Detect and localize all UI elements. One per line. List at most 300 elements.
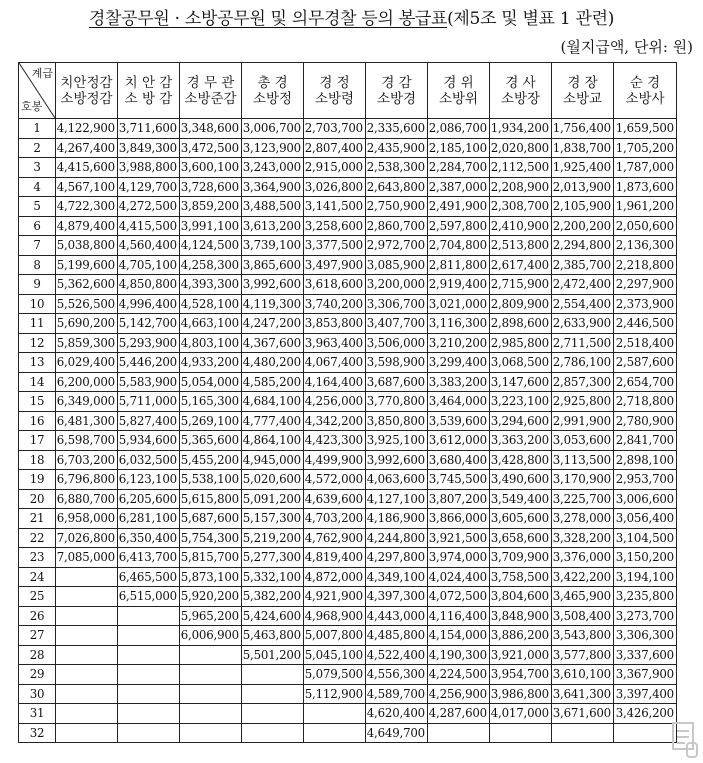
table-row (19, 314, 677, 334)
column-header (366, 63, 428, 119)
salary-cell: 4,122,900 (56, 119, 118, 139)
salary-cell: 5,038,800 (56, 236, 118, 256)
salary-cell: 2,385,700 (552, 255, 614, 275)
salary-cell: 2,919,400 (428, 275, 490, 295)
salary-cell: 3,598,900 (366, 353, 428, 373)
salary-cell: 2,518,400 (614, 333, 677, 353)
salary-cell: 3,376,000 (552, 548, 614, 568)
salary-cell: 2,711,500 (552, 333, 614, 353)
salary-cell: 5,365,600 (180, 431, 242, 451)
salary-cell: 4,397,300 (366, 587, 428, 607)
salary-cell: 2,703,700 (304, 119, 366, 139)
column-header (552, 63, 614, 119)
salary-cell: 2,953,700 (614, 470, 677, 490)
table-row (19, 665, 677, 685)
table-row (19, 684, 677, 704)
salary-cell: 2,807,400 (304, 138, 366, 158)
salary-cell: 2,643,800 (366, 177, 428, 197)
salary-cell (56, 626, 118, 646)
salary-cell: 5,165,300 (180, 392, 242, 412)
salary-cell: 6,413,700 (118, 548, 180, 568)
salary-cell: 4,762,900 (304, 528, 366, 548)
salary-cell: 3,740,200 (304, 294, 366, 314)
salary-cell: 5,687,600 (180, 509, 242, 529)
salary-cell: 3,367,900 (614, 665, 677, 685)
salary-cell: 3,328,200 (552, 528, 614, 548)
salary-cell: 5,446,200 (118, 353, 180, 373)
step-number-cell: 22 (19, 528, 56, 548)
salary-cell: 4,684,100 (242, 392, 304, 412)
salary-cell: 5,091,200 (242, 489, 304, 509)
salary-cell: 5,112,900 (304, 684, 366, 704)
salary-cell: 6,598,700 (56, 431, 118, 451)
salary-cell (118, 606, 180, 626)
salary-cell: 4,258,300 (180, 255, 242, 275)
salary-cell: 3,807,200 (428, 489, 490, 509)
salary-cell: 2,554,400 (552, 294, 614, 314)
salary-cell: 6,796,800 (56, 470, 118, 490)
column-header-police-rank: 총 경 (257, 74, 288, 91)
salary-cell: 3,543,800 (552, 626, 614, 646)
salary-cell: 4,722,300 (56, 197, 118, 217)
salary-cell: 3,641,300 (552, 684, 614, 704)
salary-cell: 2,597,800 (428, 216, 490, 236)
salary-cell: 3,539,600 (428, 411, 490, 431)
salary-cell: 6,349,000 (56, 392, 118, 412)
table-row (19, 723, 677, 743)
salary-cell: 3,278,000 (552, 509, 614, 529)
salary-cell: 5,463,800 (242, 626, 304, 646)
salary-cell: 3,853,800 (304, 314, 366, 334)
salary-cell: 2,335,600 (366, 119, 428, 139)
salary-cell: 4,933,200 (180, 353, 242, 373)
salary-cell: 4,639,600 (304, 489, 366, 509)
salary-cell: 4,864,100 (242, 431, 304, 451)
salary-cell: 4,415,500 (118, 216, 180, 236)
salary-cell: 3,804,600 (490, 587, 552, 607)
salary-cell: 6,281,100 (118, 509, 180, 529)
step-number-cell: 7 (19, 236, 56, 256)
salary-cell: 1,838,700 (552, 138, 614, 158)
step-number-cell: 10 (19, 294, 56, 314)
step-number-cell: 18 (19, 450, 56, 470)
salary-cell (242, 665, 304, 685)
salary-cell: 4,124,500 (180, 236, 242, 256)
salary-cell: 3,709,900 (490, 548, 552, 568)
salary-cell: 3,612,000 (428, 431, 490, 451)
salary-cell: 5,711,000 (118, 392, 180, 412)
salary-cell: 3,116,300 (428, 314, 490, 334)
salary-cell: 5,920,200 (180, 587, 242, 607)
salary-cell: 5,277,300 (242, 548, 304, 568)
table-row (19, 333, 677, 353)
salary-cell: 3,258,600 (304, 216, 366, 236)
salary-cell: 3,886,200 (490, 626, 552, 646)
corner-cell (19, 63, 56, 119)
salary-cell: 3,849,300 (118, 138, 180, 158)
salary-cell: 4,415,600 (56, 158, 118, 178)
column-header-fire-rank: 소방교 (562, 90, 603, 107)
column-header-fire-rank: 소방준감 (184, 90, 237, 107)
salary-cell: 6,350,400 (118, 528, 180, 548)
salary-cell: 6,880,700 (56, 489, 118, 509)
salary-cell: 4,480,200 (242, 353, 304, 373)
salary-cell: 2,218,800 (614, 255, 677, 275)
salary-cell: 3,170,900 (552, 470, 614, 490)
salary-cell: 2,112,500 (490, 158, 552, 178)
salary-cell: 5,424,600 (242, 606, 304, 626)
table-row (19, 450, 677, 470)
step-number-cell: 14 (19, 372, 56, 392)
salary-cell: 4,272,500 (118, 197, 180, 217)
salary-cell (304, 723, 366, 743)
salary-cell: 2,538,300 (366, 158, 428, 178)
salary-cell: 6,123,100 (118, 470, 180, 490)
salary-cell (180, 723, 242, 743)
salary-cell: 3,992,600 (242, 275, 304, 295)
salary-cell: 6,006,900 (180, 626, 242, 646)
table-row (19, 138, 677, 158)
step-number-cell: 31 (19, 704, 56, 724)
salary-cell: 5,615,800 (180, 489, 242, 509)
title-main: 경찰공무원 · 소방공무원 및 의무경찰 등의 봉급표 (88, 9, 448, 29)
column-header-police-rank: 치 안 감 (124, 74, 173, 91)
salary-cell: 4,649,700 (366, 723, 428, 743)
step-number-cell: 16 (19, 411, 56, 431)
table-row (19, 567, 677, 587)
salary-cell: 2,587,600 (614, 353, 677, 373)
salary-cell: 3,407,700 (366, 314, 428, 334)
salary-cell: 3,113,500 (552, 450, 614, 470)
table-row (19, 255, 677, 275)
salary-cell: 2,991,900 (552, 411, 614, 431)
salary-cell: 4,224,500 (428, 665, 490, 685)
salary-cell: 6,029,400 (56, 353, 118, 373)
salary-cell (180, 704, 242, 724)
salary-cell: 2,513,800 (490, 236, 552, 256)
salary-cell: 4,585,200 (242, 372, 304, 392)
salary-cell: 1,873,600 (614, 177, 677, 197)
salary-cell: 3,150,200 (614, 548, 677, 568)
page-title (0, 4, 703, 29)
salary-cell: 3,680,400 (428, 450, 490, 470)
column-header-police-rank: 경 정 (319, 74, 350, 91)
salary-cell: 4,522,400 (366, 645, 428, 665)
table-row (19, 431, 677, 451)
salary-cell: 3,988,800 (118, 158, 180, 178)
salary-cell: 1,934,200 (490, 119, 552, 139)
grade-label: 계급 (31, 67, 53, 80)
salary-cell: 3,200,000 (366, 275, 428, 295)
salary-cell: 3,974,000 (428, 548, 490, 568)
salary-cell: 2,841,700 (614, 431, 677, 451)
salary-cell: 4,556,300 (366, 665, 428, 685)
salary-cell: 3,859,200 (180, 197, 242, 217)
salary-cell: 2,020,800 (490, 138, 552, 158)
column-header (118, 63, 180, 119)
column-header (242, 63, 304, 119)
salary-cell: 3,991,100 (180, 216, 242, 236)
salary-cell: 1,787,000 (614, 158, 677, 178)
salary-cell: 7,026,800 (56, 528, 118, 548)
salary-cell: 6,205,600 (118, 489, 180, 509)
table-row (19, 606, 677, 626)
salary-cell (242, 723, 304, 743)
salary-cell: 6,465,500 (118, 567, 180, 587)
step-number-cell: 24 (19, 567, 56, 587)
salary-cell: 3,921,500 (428, 528, 490, 548)
salary-cell (242, 704, 304, 724)
salary-cell: 2,284,700 (428, 158, 490, 178)
salary-cell: 1,659,500 (614, 119, 677, 139)
salary-cell: 4,567,100 (56, 177, 118, 197)
salary-cell: 3,306,700 (366, 294, 428, 314)
salary-cell: 4,663,100 (180, 314, 242, 334)
salary-cell: 4,703,200 (304, 509, 366, 529)
salary-cell: 3,243,000 (242, 158, 304, 178)
salary-cell: 5,332,100 (242, 567, 304, 587)
salary-cell: 4,499,900 (304, 450, 366, 470)
salary-cell: 4,244,800 (366, 528, 428, 548)
salary-cell: 5,965,200 (180, 606, 242, 626)
salary-cell: 3,549,400 (490, 489, 552, 509)
salary-cell (118, 626, 180, 646)
salary-cell: 4,705,100 (118, 255, 180, 275)
salary-cell: 3,954,700 (490, 665, 552, 685)
salary-cell: 2,750,900 (366, 197, 428, 217)
salary-cell: 2,136,300 (614, 236, 677, 256)
salary-cell: 4,485,800 (366, 626, 428, 646)
salary-cell: 3,770,800 (366, 392, 428, 412)
salary-cell: 3,577,800 (552, 645, 614, 665)
salary-cell: 5,455,200 (180, 450, 242, 470)
salary-cell: 3,364,900 (242, 177, 304, 197)
salary-cell: 2,786,100 (552, 353, 614, 373)
step-number-cell: 30 (19, 684, 56, 704)
salary-cell: 5,269,100 (180, 411, 242, 431)
table-row (19, 548, 677, 568)
salary-cell: 5,054,000 (180, 372, 242, 392)
salary-cell: 4,921,900 (304, 587, 366, 607)
salary-cell: 5,045,100 (304, 645, 366, 665)
step-number-cell: 8 (19, 255, 56, 275)
step-number-cell: 26 (19, 606, 56, 626)
column-header (428, 63, 490, 119)
salary-cell: 2,633,900 (552, 314, 614, 334)
salary-cell: 1,925,400 (552, 158, 614, 178)
table-row (19, 411, 677, 431)
salary-cell: 5,362,600 (56, 275, 118, 295)
salary-cell: 4,367,600 (242, 333, 304, 353)
table-row (19, 216, 677, 236)
salary-cell: 5,007,800 (304, 626, 366, 646)
step-number-cell: 17 (19, 431, 56, 451)
salary-cell: 3,508,400 (552, 606, 614, 626)
table-row (19, 177, 677, 197)
salary-cell: 3,963,400 (304, 333, 366, 353)
salary-cell: 5,526,500 (56, 294, 118, 314)
salary-cell: 3,085,900 (366, 255, 428, 275)
salary-cell (118, 723, 180, 743)
column-header-fire-rank: 소방정감 (60, 90, 113, 107)
salary-cell: 5,501,200 (242, 645, 304, 665)
salary-cell: 3,472,500 (180, 138, 242, 158)
column-header-police-rank: 치안정감 (60, 74, 113, 91)
salary-cell: 3,426,200 (614, 704, 677, 724)
salary-cell: 3,026,800 (304, 177, 366, 197)
column-header-fire-rank: 소방사 (625, 90, 665, 107)
salary-cell: 2,105,900 (552, 197, 614, 217)
salary-cell: 2,491,900 (428, 197, 490, 217)
step-number-cell: 5 (19, 197, 56, 217)
salary-cell: 4,872,000 (304, 567, 366, 587)
document-stamp-icon (667, 721, 701, 761)
salary-cell: 5,079,500 (304, 665, 366, 685)
salary-cell: 3,422,200 (552, 567, 614, 587)
table-row (19, 353, 677, 373)
salary-table (18, 62, 677, 743)
salary-cell: 3,337,600 (614, 645, 677, 665)
salary-cell: 3,273,700 (614, 606, 677, 626)
salary-cell: 3,235,800 (614, 587, 677, 607)
salary-cell: 2,860,700 (366, 216, 428, 236)
salary-cell: 3,848,900 (490, 606, 552, 626)
salary-cell: 4,127,100 (366, 489, 428, 509)
column-header-fire-rank: 소방령 (314, 90, 355, 107)
salary-cell: 2,915,000 (304, 158, 366, 178)
salary-cell: 3,225,700 (552, 489, 614, 509)
salary-cell: 3,600,100 (180, 158, 242, 178)
step-number-cell: 2 (19, 138, 56, 158)
column-header (56, 63, 118, 119)
unit-note: (월지급액, 단위: 원) (560, 38, 693, 56)
salary-cell (56, 704, 118, 724)
salary-cell (56, 567, 118, 587)
salary-cell: 5,754,300 (180, 528, 242, 548)
salary-cell: 1,756,400 (552, 119, 614, 139)
salary-cell: 3,068,500 (490, 353, 552, 373)
salary-cell: 3,728,600 (180, 177, 242, 197)
salary-cell: 5,219,200 (242, 528, 304, 548)
column-header (614, 63, 677, 119)
column-header (304, 63, 366, 119)
salary-cell: 5,382,200 (242, 587, 304, 607)
table-row (19, 119, 677, 139)
step-label: 호봉 (21, 100, 43, 113)
salary-cell (180, 684, 242, 704)
salary-cell: 4,297,800 (366, 548, 428, 568)
salary-cell: 5,859,300 (56, 333, 118, 353)
salary-cell: 6,515,000 (118, 587, 180, 607)
column-header-police-rank: 경 무 관 (186, 74, 235, 91)
step-number-cell: 1 (19, 119, 56, 139)
salary-cell: 4,620,400 (366, 704, 428, 724)
step-number-cell: 4 (19, 177, 56, 197)
salary-cell: 3,465,900 (552, 587, 614, 607)
salary-cell: 2,208,900 (490, 177, 552, 197)
column-header-police-rank: 경 감 (381, 74, 412, 91)
salary-cell: 5,583,900 (118, 372, 180, 392)
step-number-cell: 20 (19, 489, 56, 509)
column-header-fire-rank: 소방정 (252, 90, 293, 107)
salary-cell: 2,780,900 (614, 411, 677, 431)
salary-cell: 6,200,000 (56, 372, 118, 392)
salary-cell: 3,194,100 (614, 567, 677, 587)
salary-cell: 4,154,000 (428, 626, 490, 646)
salary-cell: 3,210,200 (428, 333, 490, 353)
salary-cell: 3,056,400 (614, 509, 677, 529)
salary-cell: 4,803,100 (180, 333, 242, 353)
salary-cell: 2,704,800 (428, 236, 490, 256)
salary-cell: 3,506,000 (366, 333, 428, 353)
step-number-cell: 11 (19, 314, 56, 334)
salary-cell: 2,985,800 (490, 333, 552, 353)
salary-cell: 3,397,400 (614, 684, 677, 704)
salary-cell: 3,348,600 (180, 119, 242, 139)
salary-cell (304, 704, 366, 724)
salary-cell: 3,147,600 (490, 372, 552, 392)
step-number-cell: 23 (19, 548, 56, 568)
table-row (19, 645, 677, 665)
salary-cell: 3,306,300 (614, 626, 677, 646)
salary-cell: 3,053,600 (552, 431, 614, 451)
salary-cell: 4,247,200 (242, 314, 304, 334)
table-row (19, 294, 677, 314)
salary-cell: 4,968,900 (304, 606, 366, 626)
step-number-cell: 29 (19, 665, 56, 685)
salary-cell: 4,819,400 (304, 548, 366, 568)
salary-cell: 4,342,200 (304, 411, 366, 431)
table-row (19, 470, 677, 490)
salary-cell: 1,961,200 (614, 197, 677, 217)
salary-cell (490, 723, 552, 743)
salary-cell: 2,410,900 (490, 216, 552, 236)
salary-cell (428, 723, 490, 743)
salary-cell: 5,690,200 (56, 314, 118, 334)
salary-cell: 2,308,700 (490, 197, 552, 217)
salary-cell: 3,141,500 (304, 197, 366, 217)
step-number-cell: 25 (19, 587, 56, 607)
salary-cell: 5,293,900 (118, 333, 180, 353)
salary-cell: 5,815,700 (180, 548, 242, 568)
salary-cell: 3,850,800 (366, 411, 428, 431)
step-number-cell: 28 (19, 645, 56, 665)
salary-cell: 3,497,900 (304, 255, 366, 275)
column-header-fire-rank: 소방경 (376, 90, 417, 107)
salary-cell: 2,050,600 (614, 216, 677, 236)
salary-cell: 3,363,200 (490, 431, 552, 451)
salary-cell: 4,393,300 (180, 275, 242, 295)
salary-cell: 7,085,000 (56, 548, 118, 568)
salary-cell: 2,446,500 (614, 314, 677, 334)
salary-cell: 3,925,100 (366, 431, 428, 451)
step-number-cell: 15 (19, 392, 56, 412)
salary-cell: 5,199,600 (56, 255, 118, 275)
salary-cell: 4,349,100 (366, 567, 428, 587)
table-row (19, 626, 677, 646)
salary-cell (118, 665, 180, 685)
salary-cell: 6,958,000 (56, 509, 118, 529)
salary-cell: 4,067,400 (304, 353, 366, 373)
salary-cell: 3,223,100 (490, 392, 552, 412)
salary-cell: 5,020,600 (242, 470, 304, 490)
salary-cell (56, 723, 118, 743)
salary-cell: 5,827,400 (118, 411, 180, 431)
column-header-police-rank: 경 위 (443, 74, 474, 91)
salary-cell: 2,654,700 (614, 372, 677, 392)
salary-cell: 4,996,400 (118, 294, 180, 314)
salary-cell: 3,758,500 (490, 567, 552, 587)
